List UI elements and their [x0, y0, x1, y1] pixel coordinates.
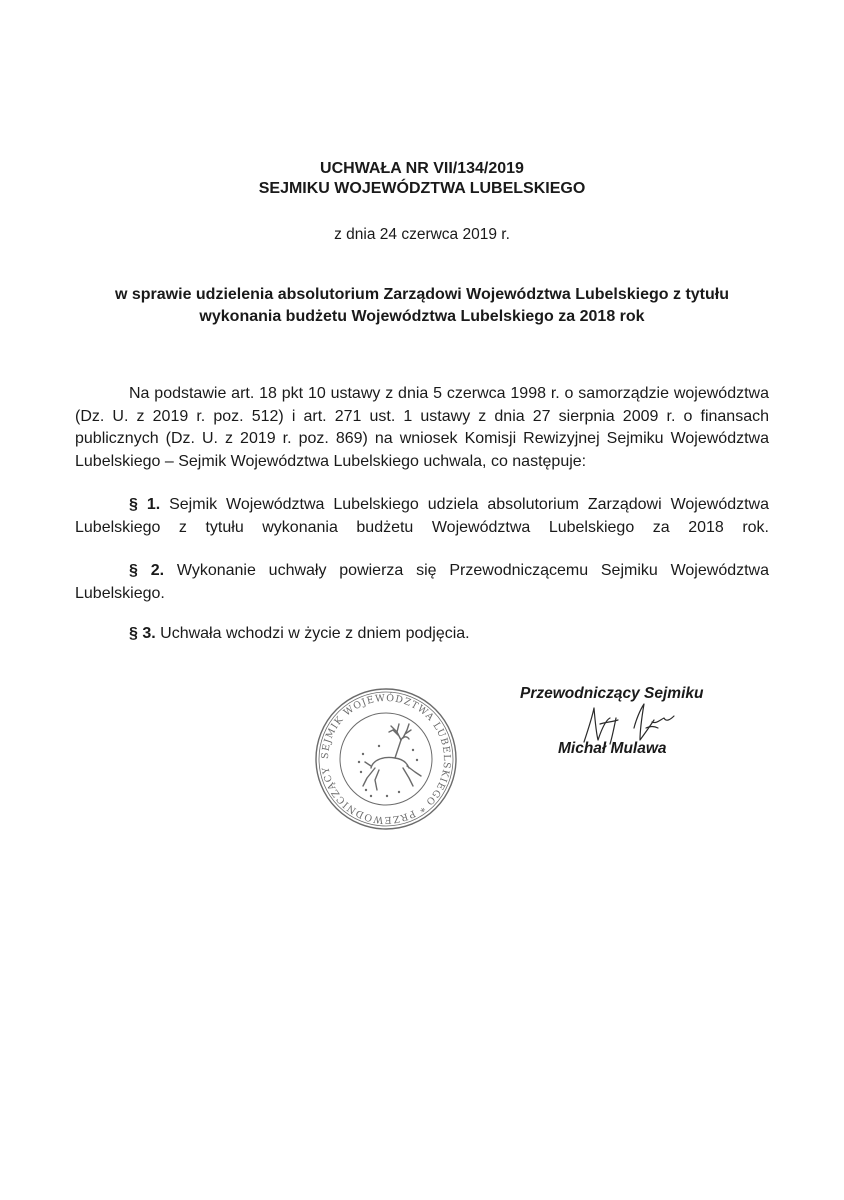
subject-line-1: w sprawie udzielenia absolutorium Zarządowi Województwa Lubelskiego z tytułu — [114, 286, 729, 303]
resolution-date: z dnia 24 czerwca 2019 r. — [334, 226, 510, 243]
section-2-label: § 2. — [129, 562, 165, 579]
legal-basis-paragraph: Na podstawie art. 18 pkt 10 ustawy z dnia 5 czerwca 1998 r. o samorządzie województwa (Dz. U. z 2019 r. poz. 512) i art. 271 ust. 1 ustawy z dnia 27 sierpnia 2009 r. o finansach publicznych (Dz. U. z 2019 r. poz. 869) na wniosek Komisji Rewizyjnej Sejmiku Województwa Lubelskiego – Sejmik Województwa Lubelskiego uchwala, co następuje: — [75, 385, 769, 470]
official-seal-icon — [313, 684, 459, 834]
issuing-body: SEJMIKU WOJEWÓDZTWA LUBELSKIEGO — [258, 180, 586, 197]
section-1-label: § 1. — [129, 496, 161, 513]
section-3 — [75, 623, 769, 646]
section-2-text: Wykonanie uchwały powierza się Przewodniczącemu Sejmiku Województwa Lubelskiego. — [75, 562, 770, 602]
seal-inscription: SEJMIK WOJEWÓDZTWA LUBELSKIEGO * PRZEWODNICZĄCY — [319, 692, 453, 826]
signatory-name: Michał Mulawa — [558, 740, 667, 757]
section-1 — [75, 494, 769, 539]
section-3-text: Uchwała wchodzi w życie z dniem podjęcia. — [160, 625, 470, 642]
signatory-role: Przewodniczący Sejmiku — [520, 685, 704, 702]
section-2 — [75, 560, 769, 605]
resolution-number: UCHWAŁA NR VII/134/2019 — [320, 160, 524, 177]
section-1-text: Sejmik Województwa Lubelskiego udziela absolutorium Zarządowi Województwa Lubelskiego z tytułu wykonania budżetu Województwa Lubelskiego za 2018 rok. — [75, 496, 770, 536]
section-3-label: § 3. — [129, 625, 156, 642]
subject-line-2: wykonania budżetu Województwa Lubelskiego za 2018 rok — [199, 308, 645, 325]
